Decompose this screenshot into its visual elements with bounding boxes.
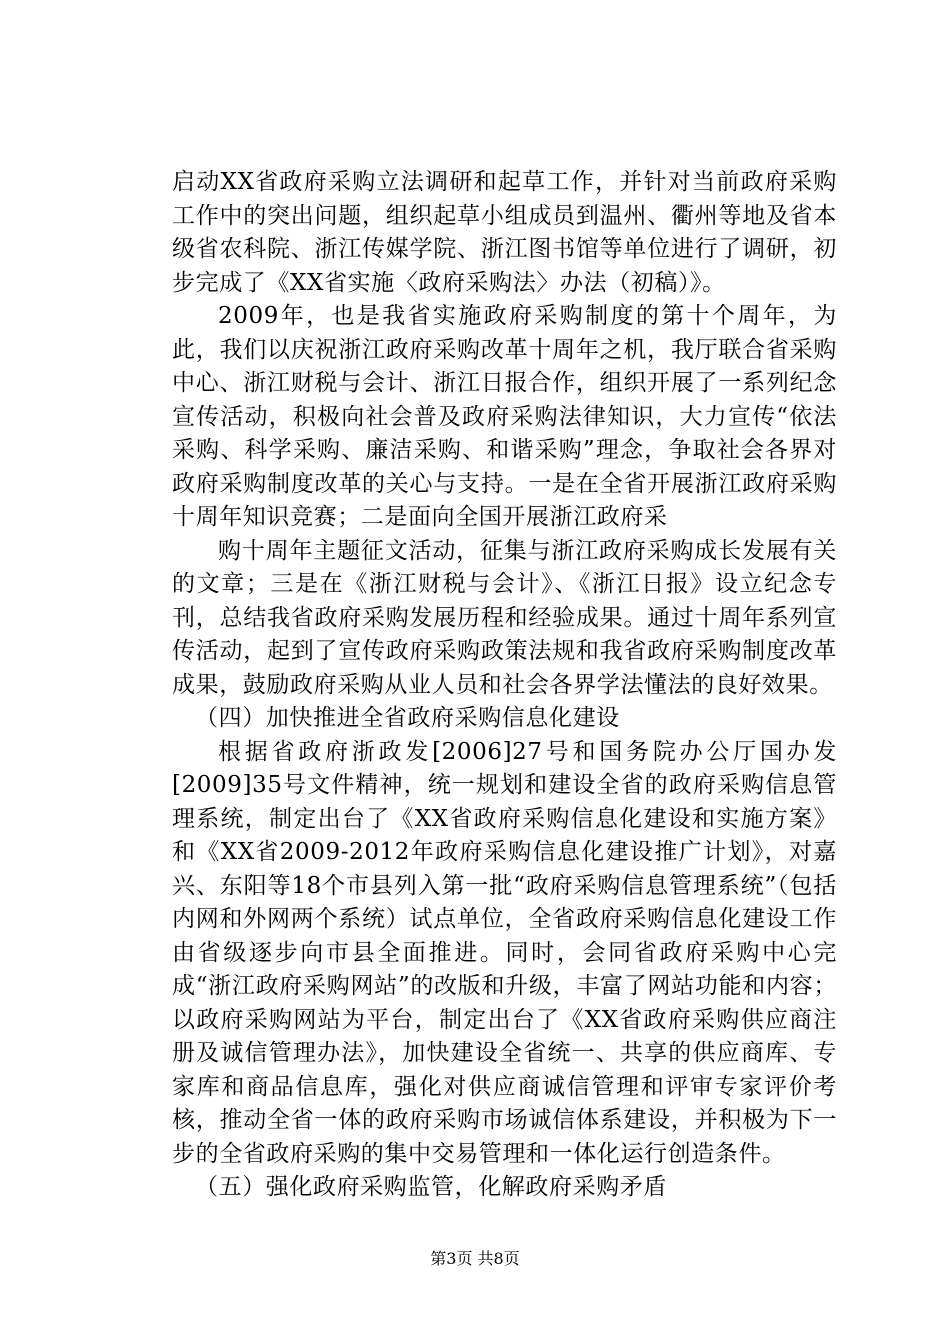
paragraph-informatization: 根据省政府浙政发[2006]27号和国务院办公厅国办发[2009]35号文件精神，统一规划和建设全省的政府采购信息管理系统，制定出台了《XX省政府采购信息化建设和实施方案》和《XX省2009-2012年政府采购信息化建设推广计划》，对嘉兴、东阳等18个市县列入第一批“政府采购信息管理系统”（包括内网和外网两个系统）试点单位，全省政府采购信息化建设工作由省级逐步向市县全面推进。同时，会同省政府采购中心完成“浙江政府采购网站”的改版和升级，丰富了网站功能和内容；以政府采购网站为平台，制定出台了《XX省政府采购供应商注册及诚信管理办法》，加快建设全省统一、共享的供应商库、专家库和商品信息库，强化对供应商诚信管理和评审专家评价考核，推动全省一体的政府采购市场诚信体系建设，并积极为下一步的全省政府采购的集中交易管理和一体化运行创造条件。	[172, 738, 837, 1167]
paragraph-essay-contest: 购十周年主题征文活动，征集与浙江政府采购成长发展有关的文章；三是在《浙江财税与会计》、《浙江日报》设立纪念专刊，总结我省政府采购发展历程和经验成果。通过十周年系列宣传活动，起到了宣传政府采购政策法规和我省政府采购制度改革成果，鼓励政府采购从业人员和社会各界学法懂法的良好效果。	[172, 537, 837, 698]
paragraph-anniversary: 2009年，也是我省实施政府采购制度的第十个周年，为此，我们以庆祝浙江政府采购改革十周年之机，我厅联合省采购中心、浙江财税与会计、浙江日报合作，组织开展了一系列纪念宣传活动，积极向社会普及政府采购法律知识，大力宣传“依法采购、科学采购、廉洁采购、和谐采购”理念，争取社会各界对政府采购制度改革的关心与支持。一是在全省开展浙江政府采购十周年知识竞赛；二是面向全国开展浙江政府采	[172, 303, 837, 530]
section-heading-informatization: （四）加快推进全省政府采购信息化建设	[195, 705, 620, 731]
section-heading-supervision: （五）强化政府采购监管，化解政府采购矛盾	[195, 1174, 667, 1200]
paragraph-legislation: 启动XX省政府采购立法调研和起草工作，并针对当前政府采购工作中的突出问题，组织起草小组成员到温州、衢州等地及省本级省农科院、浙江传媒学院、浙江图书馆等单位进行了调研，初步完成了《XX省实施〈政府采购法〉办法（初稿）》。	[172, 169, 837, 296]
document-body	[172, 166, 837, 1205]
page-number-footer: 第3页 共8页	[430, 1249, 520, 1268]
